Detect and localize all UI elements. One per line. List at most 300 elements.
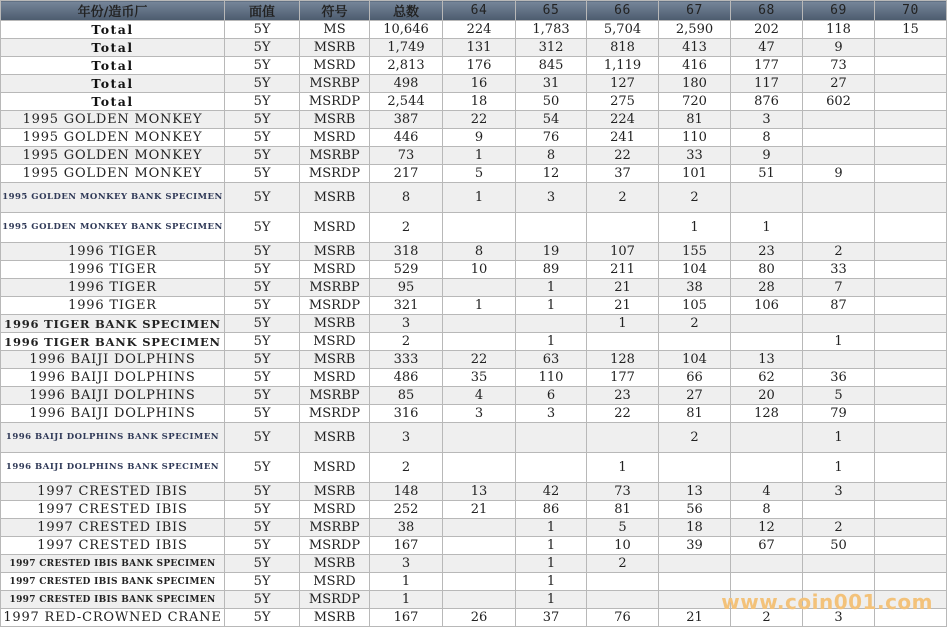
grade-70-cell	[875, 165, 947, 183]
denomination-cell: 5Y	[225, 165, 300, 183]
grade-67-cell: 155	[659, 243, 731, 261]
grade-68-cell: 8	[731, 501, 803, 519]
denomination-cell: 5Y	[225, 555, 300, 573]
grade-66-cell: 23	[587, 387, 659, 405]
grade-65-cell: 1,783	[516, 21, 587, 39]
coin-name-cell: 1997 CRESTED IBIS	[1, 501, 225, 519]
coin-name-cell: 1997 CRESTED IBIS BANK SPECIMEN	[1, 591, 225, 609]
grade-70-cell	[875, 243, 947, 261]
coin-name-cell: 1996 BAIJI DOLPHINS	[1, 351, 225, 369]
grade-67-cell: 101	[659, 165, 731, 183]
denomination-cell: 5Y	[225, 129, 300, 147]
grade-67-cell: 33	[659, 147, 731, 165]
table-row	[1, 297, 947, 315]
grade-64-cell: 8	[443, 243, 516, 261]
grade-65-cell: 1	[516, 555, 587, 573]
grade-70-cell	[875, 405, 947, 423]
grade-65-cell: 6	[516, 387, 587, 405]
grade-67-cell: 413	[659, 39, 731, 57]
grade-65-cell: 19	[516, 243, 587, 261]
designation-cell: MSRB	[300, 555, 370, 573]
grade-68-cell: 1	[731, 213, 803, 243]
grade-66-cell	[587, 423, 659, 453]
grade-65-cell: 63	[516, 351, 587, 369]
grade-64-cell: 22	[443, 351, 516, 369]
table-row	[1, 501, 947, 519]
grade-69-cell: 36	[803, 369, 875, 387]
grade-64-cell: 176	[443, 57, 516, 75]
grade-70-cell	[875, 93, 947, 111]
denomination-cell: 5Y	[225, 75, 300, 93]
denomination-cell: 5Y	[225, 147, 300, 165]
grade-66-cell: 5,704	[587, 21, 659, 39]
total-count-cell: 167	[370, 609, 443, 627]
grade-66-cell: 107	[587, 243, 659, 261]
grade-69-cell: 79	[803, 405, 875, 423]
grade-69-cell: 50	[803, 537, 875, 555]
grade-69-cell: 1	[803, 423, 875, 453]
total-count-cell: 3	[370, 423, 443, 453]
grade-66-cell: 128	[587, 351, 659, 369]
col-header-name: 年份/造币厂	[1, 1, 225, 21]
grade-68-cell: 876	[731, 93, 803, 111]
denomination-cell: 5Y	[225, 405, 300, 423]
total-count-cell: 8	[370, 183, 443, 213]
grade-68-cell: 47	[731, 39, 803, 57]
coin-name-cell: 1996 BAIJI DOLPHINS	[1, 405, 225, 423]
table-row	[1, 129, 947, 147]
grade-66-cell: 275	[587, 93, 659, 111]
total-count-cell: 498	[370, 75, 443, 93]
grade-65-cell: 76	[516, 129, 587, 147]
coin-name-cell: 1996 TIGER	[1, 297, 225, 315]
grade-65-cell: 1	[516, 591, 587, 609]
grade-67-cell: 81	[659, 405, 731, 423]
table-row	[1, 111, 947, 129]
grade-68-cell: 2	[731, 609, 803, 627]
grade-70-cell	[875, 261, 947, 279]
col-header-grade-66: 66	[587, 1, 659, 21]
col-header-denom: 面值	[225, 1, 300, 21]
grade-68-cell: 3	[731, 111, 803, 129]
total-count-cell: 85	[370, 387, 443, 405]
grade-66-cell: 1	[587, 315, 659, 333]
denomination-cell: 5Y	[225, 315, 300, 333]
grade-69-cell: 2	[803, 243, 875, 261]
designation-cell: MSRB	[300, 423, 370, 453]
grade-68-cell: 62	[731, 369, 803, 387]
coin-name-cell: 1997 CRESTED IBIS BANK SPECIMEN	[1, 555, 225, 573]
grade-64-cell: 1	[443, 183, 516, 213]
grade-68-cell: 51	[731, 165, 803, 183]
coin-name-cell: Total	[1, 75, 225, 93]
table-row	[1, 213, 947, 243]
grade-70-cell	[875, 537, 947, 555]
total-count-cell: 318	[370, 243, 443, 261]
designation-cell: MSRDP	[300, 93, 370, 111]
grade-67-cell	[659, 333, 731, 351]
header-row	[1, 1, 947, 21]
designation-cell: MSRD	[300, 213, 370, 243]
total-count-cell: 3	[370, 555, 443, 573]
denomination-cell: 5Y	[225, 111, 300, 129]
grade-69-cell	[803, 315, 875, 333]
coin-name-cell: 1996 BAIJI DOLPHINS	[1, 369, 225, 387]
grade-66-cell: 76	[587, 609, 659, 627]
col-header-grade-67: 67	[659, 1, 731, 21]
total-count-cell: 2	[370, 213, 443, 243]
grade-68-cell: 117	[731, 75, 803, 93]
denomination-cell: 5Y	[225, 39, 300, 57]
designation-cell: MSRD	[300, 129, 370, 147]
designation-cell: MSRB	[300, 315, 370, 333]
table-row	[1, 93, 947, 111]
grade-68-cell	[731, 555, 803, 573]
table-row	[1, 243, 947, 261]
designation-cell: MSRBP	[300, 75, 370, 93]
grade-70-cell	[875, 75, 947, 93]
designation-cell: MSRD	[300, 501, 370, 519]
grade-69-cell	[803, 147, 875, 165]
designation-cell: MSRDP	[300, 165, 370, 183]
grade-68-cell: 202	[731, 21, 803, 39]
table-row	[1, 183, 947, 213]
grade-69-cell: 9	[803, 165, 875, 183]
grade-67-cell: 416	[659, 57, 731, 75]
total-count-cell: 486	[370, 369, 443, 387]
grade-69-cell: 3	[803, 609, 875, 627]
designation-cell: MSRB	[300, 111, 370, 129]
denomination-cell: 5Y	[225, 93, 300, 111]
coin-name-cell: Total	[1, 21, 225, 39]
grade-65-cell	[516, 315, 587, 333]
designation-cell: MSRBP	[300, 279, 370, 297]
total-count-cell: 2	[370, 453, 443, 483]
grade-66-cell	[587, 333, 659, 351]
grade-67-cell: 81	[659, 111, 731, 129]
coin-name-cell: 1995 GOLDEN MONKEY	[1, 147, 225, 165]
designation-cell: MSRD	[300, 453, 370, 483]
grade-65-cell: 1	[516, 519, 587, 537]
grade-65-cell: 3	[516, 183, 587, 213]
grade-66-cell: 73	[587, 483, 659, 501]
grade-67-cell	[659, 573, 731, 591]
coin-name-cell: Total	[1, 57, 225, 75]
col-header-grade-68: 68	[731, 1, 803, 21]
designation-cell: MSRDP	[300, 591, 370, 609]
grade-64-cell: 4	[443, 387, 516, 405]
grade-67-cell: 18	[659, 519, 731, 537]
grade-65-cell	[516, 423, 587, 453]
coin-name-cell: 1997 CRESTED IBIS BANK SPECIMEN	[1, 573, 225, 591]
grade-65-cell: 37	[516, 609, 587, 627]
grade-70-cell	[875, 453, 947, 483]
grade-66-cell: 37	[587, 165, 659, 183]
col-header-grade-69: 69	[803, 1, 875, 21]
total-count-cell: 446	[370, 129, 443, 147]
total-count-cell: 3	[370, 315, 443, 333]
table-row	[1, 405, 947, 423]
grade-69-cell	[803, 213, 875, 243]
designation-cell: MSRD	[300, 573, 370, 591]
coin-name-cell: 1996 BAIJI DOLPHINS	[1, 387, 225, 405]
designation-cell: MSRBP	[300, 387, 370, 405]
grade-69-cell: 1	[803, 453, 875, 483]
grade-69-cell	[803, 351, 875, 369]
total-count-cell: 167	[370, 537, 443, 555]
grade-66-cell: 1,119	[587, 57, 659, 75]
table-row	[1, 165, 947, 183]
total-count-cell: 529	[370, 261, 443, 279]
denomination-cell: 5Y	[225, 297, 300, 315]
grade-69-cell: 5	[803, 387, 875, 405]
designation-cell: MS	[300, 21, 370, 39]
coin-name-cell: 1996 TIGER BANK SPECIMEN	[1, 315, 225, 333]
denomination-cell: 5Y	[225, 609, 300, 627]
coin-name-cell: 1996 TIGER BANK SPECIMEN	[1, 333, 225, 351]
denomination-cell: 5Y	[225, 423, 300, 453]
grade-64-cell: 16	[443, 75, 516, 93]
grade-69-cell: 9	[803, 39, 875, 57]
grade-65-cell: 50	[516, 93, 587, 111]
table-row	[1, 453, 947, 483]
grade-67-cell: 110	[659, 129, 731, 147]
total-count-cell: 217	[370, 165, 443, 183]
total-count-cell: 1	[370, 573, 443, 591]
designation-cell: MSRB	[300, 609, 370, 627]
grade-64-cell: 5	[443, 165, 516, 183]
grade-66-cell: 21	[587, 297, 659, 315]
grade-69-cell: 2	[803, 519, 875, 537]
grade-64-cell: 22	[443, 111, 516, 129]
grade-66-cell: 127	[587, 75, 659, 93]
grade-67-cell: 2	[659, 423, 731, 453]
grade-64-cell: 131	[443, 39, 516, 57]
grade-67-cell: 2	[659, 315, 731, 333]
grade-70-cell	[875, 369, 947, 387]
grade-70-cell	[875, 279, 947, 297]
coin-name-cell: 1996 TIGER	[1, 243, 225, 261]
grade-64-cell	[443, 315, 516, 333]
denomination-cell: 5Y	[225, 279, 300, 297]
grade-66-cell: 21	[587, 279, 659, 297]
grade-66-cell	[587, 573, 659, 591]
grade-66-cell: 211	[587, 261, 659, 279]
denomination-cell: 5Y	[225, 351, 300, 369]
denomination-cell: 5Y	[225, 369, 300, 387]
grade-67-cell: 21	[659, 609, 731, 627]
grade-64-cell: 224	[443, 21, 516, 39]
grade-67-cell: 56	[659, 501, 731, 519]
grade-67-cell: 27	[659, 387, 731, 405]
grade-67-cell: 105	[659, 297, 731, 315]
grade-67-cell: 13	[659, 483, 731, 501]
grade-69-cell: 3	[803, 483, 875, 501]
total-count-cell: 38	[370, 519, 443, 537]
grade-64-cell	[443, 423, 516, 453]
total-count-cell: 1	[370, 591, 443, 609]
denomination-cell: 5Y	[225, 57, 300, 75]
total-count-cell: 1,749	[370, 39, 443, 57]
total-count-cell: 148	[370, 483, 443, 501]
grade-67-cell	[659, 555, 731, 573]
designation-cell: MSRB	[300, 243, 370, 261]
grade-66-cell: 81	[587, 501, 659, 519]
grade-65-cell: 1	[516, 333, 587, 351]
coin-name-cell: 1997 CRESTED IBIS	[1, 519, 225, 537]
coin-name-cell: 1995 GOLDEN MONKEY BANK SPECIMEN	[1, 213, 225, 243]
grade-67-cell: 39	[659, 537, 731, 555]
grade-66-cell: 2	[587, 183, 659, 213]
coin-name-cell: 1997 CRESTED IBIS	[1, 537, 225, 555]
grade-65-cell: 312	[516, 39, 587, 57]
grade-70-cell	[875, 387, 947, 405]
col-header-count: 总数	[370, 1, 443, 21]
designation-cell: MSRD	[300, 369, 370, 387]
grade-65-cell: 89	[516, 261, 587, 279]
grade-69-cell	[803, 501, 875, 519]
grade-64-cell: 18	[443, 93, 516, 111]
grade-68-cell: 20	[731, 387, 803, 405]
table-row	[1, 519, 947, 537]
col-header-grade-64: 64	[443, 1, 516, 21]
grade-68-cell: 23	[731, 243, 803, 261]
grade-70-cell	[875, 213, 947, 243]
denomination-cell: 5Y	[225, 501, 300, 519]
grade-70-cell	[875, 147, 947, 165]
grade-66-cell: 2	[587, 555, 659, 573]
grade-65-cell: 1	[516, 279, 587, 297]
coin-name-cell: 1995 GOLDEN MONKEY	[1, 111, 225, 129]
grade-65-cell	[516, 213, 587, 243]
grade-65-cell: 1	[516, 573, 587, 591]
grade-69-cell: 73	[803, 57, 875, 75]
grade-68-cell: 12	[731, 519, 803, 537]
table-row	[1, 369, 947, 387]
grade-70-cell	[875, 39, 947, 57]
grade-68-cell: 28	[731, 279, 803, 297]
table-row	[1, 573, 947, 591]
total-count-cell: 2	[370, 333, 443, 351]
grade-70-cell	[875, 57, 947, 75]
grade-69-cell: 7	[803, 279, 875, 297]
denomination-cell: 5Y	[225, 213, 300, 243]
grade-68-cell: 67	[731, 537, 803, 555]
coin-name-cell: 1996 TIGER	[1, 279, 225, 297]
coin-name-cell: 1995 GOLDEN MONKEY	[1, 129, 225, 147]
denomination-cell: 5Y	[225, 483, 300, 501]
grade-64-cell: 26	[443, 609, 516, 627]
grade-67-cell: 2,590	[659, 21, 731, 39]
table-row	[1, 537, 947, 555]
grade-70-cell: 15	[875, 21, 947, 39]
grade-64-cell: 3	[443, 405, 516, 423]
grade-70-cell	[875, 129, 947, 147]
col-header-symbol: 符号	[300, 1, 370, 21]
denomination-cell: 5Y	[225, 519, 300, 537]
denomination-cell: 5Y	[225, 333, 300, 351]
coin-name-cell: 1997 RED-CROWNED CRANE	[1, 609, 225, 627]
grade-65-cell: 86	[516, 501, 587, 519]
grade-68-cell	[731, 423, 803, 453]
grade-69-cell	[803, 111, 875, 129]
grade-66-cell: 22	[587, 405, 659, 423]
site-watermark: www.coin001.com	[721, 590, 933, 614]
denomination-cell: 5Y	[225, 183, 300, 213]
grade-70-cell	[875, 297, 947, 315]
denomination-cell: 5Y	[225, 453, 300, 483]
grade-66-cell: 22	[587, 147, 659, 165]
table-row	[1, 57, 947, 75]
grade-67-cell: 2	[659, 183, 731, 213]
grade-66-cell: 241	[587, 129, 659, 147]
grade-65-cell: 8	[516, 147, 587, 165]
grade-68-cell	[731, 453, 803, 483]
grade-70-cell	[875, 315, 947, 333]
grade-70-cell	[875, 423, 947, 453]
coin-name-cell: 1995 GOLDEN MONKEY	[1, 165, 225, 183]
total-count-cell: 387	[370, 111, 443, 129]
grade-68-cell	[731, 315, 803, 333]
table-row	[1, 315, 947, 333]
grade-70-cell	[875, 333, 947, 351]
total-count-cell: 95	[370, 279, 443, 297]
grade-65-cell: 110	[516, 369, 587, 387]
grade-65-cell: 1	[516, 537, 587, 555]
coin-name-cell: 1996 BAIJI DOLPHINS BANK SPECIMEN	[1, 453, 225, 483]
table-row	[1, 75, 947, 93]
denomination-cell: 5Y	[225, 537, 300, 555]
grade-65-cell: 845	[516, 57, 587, 75]
designation-cell: MSRBP	[300, 147, 370, 165]
coin-name-cell: 1996 TIGER	[1, 261, 225, 279]
grade-68-cell: 4	[731, 483, 803, 501]
grade-67-cell: 104	[659, 351, 731, 369]
grade-70-cell	[875, 519, 947, 537]
grade-69-cell: 33	[803, 261, 875, 279]
grade-68-cell	[731, 183, 803, 213]
grade-69-cell: 118	[803, 21, 875, 39]
grade-67-cell: 66	[659, 369, 731, 387]
designation-cell: MSRB	[300, 483, 370, 501]
coin-name-cell: 1997 CRESTED IBIS	[1, 483, 225, 501]
grade-69-cell	[803, 183, 875, 213]
grade-65-cell: 54	[516, 111, 587, 129]
grade-64-cell	[443, 537, 516, 555]
grade-66-cell: 5	[587, 519, 659, 537]
denomination-cell: 5Y	[225, 591, 300, 609]
grade-64-cell	[443, 519, 516, 537]
table-row	[1, 555, 947, 573]
grade-67-cell: 1	[659, 213, 731, 243]
grade-67-cell	[659, 453, 731, 483]
grade-64-cell	[443, 555, 516, 573]
grade-67-cell: 720	[659, 93, 731, 111]
grade-70-cell	[875, 111, 947, 129]
designation-cell: MSRB	[300, 351, 370, 369]
table-row	[1, 423, 947, 453]
grade-66-cell	[587, 213, 659, 243]
total-count-cell: 73	[370, 147, 443, 165]
grade-65-cell: 12	[516, 165, 587, 183]
coin-name-cell: 1996 BAIJI DOLPHINS BANK SPECIMEN	[1, 423, 225, 453]
grade-67-cell: 180	[659, 75, 731, 93]
table-row	[1, 39, 947, 57]
total-count-cell: 2,544	[370, 93, 443, 111]
grade-64-cell	[443, 453, 516, 483]
grade-70-cell	[875, 183, 947, 213]
table-row	[1, 279, 947, 297]
